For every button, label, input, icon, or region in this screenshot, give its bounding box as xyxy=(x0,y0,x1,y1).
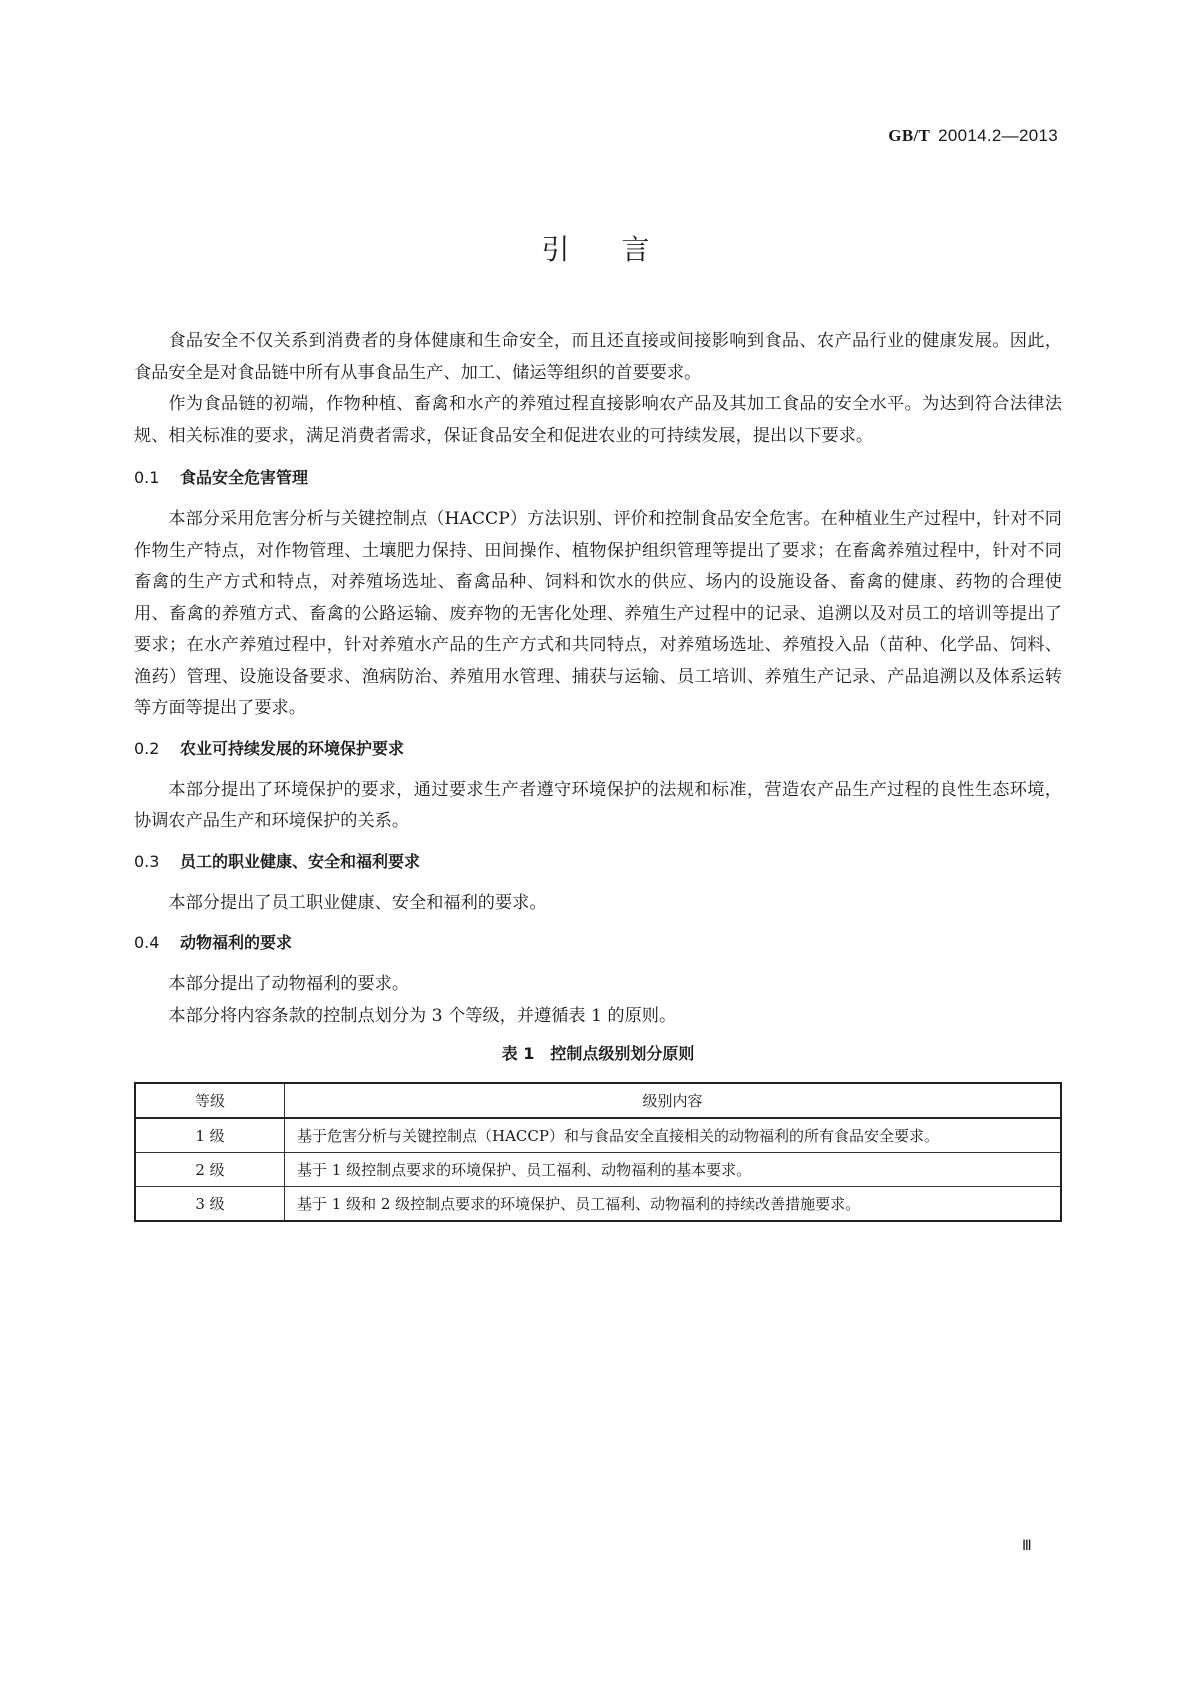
intro-paragraph: 食品安全不仅关系到消费者的身体健康和生命安全，而且还直接或间接影响到食品、农产品行业的健康发展。因此，食品安全是对食品链中所有从事食品生产、加工、储运等组织的首要要求。 xyxy=(134,331,1062,383)
section-paragraph: 本部分提出了动物福利的要求。 xyxy=(168,974,410,994)
level-cell: 3 级 xyxy=(135,1187,285,1222)
document-body xyxy=(134,326,1062,1222)
section-title: 食品安全危害管理 xyxy=(180,468,309,487)
level-cell: 1 级 xyxy=(135,1118,285,1153)
section-paragraph: 本部分采用危害分析与关键控制点（HACCP）方法识别、评价和控制食品安全危害。在种植业生产过程中，针对不同作物生产特点，对作物管理、土壤肥力保持、田间操作、植物保护组织管理等提出了要求；在畜禽养殖过程中，针对不同畜禽的生产方式和特点，对养殖场选址、畜禽品种、饲料和饮水的供应、场内的设施设备、畜禽的健康、药物的合理使用、畜禽的养殖方式、畜禽的公路运输、废弃物的无害化处理、养殖生产过程中的记录、追溯以及对员工的培训等提出了要求；在水产养殖过程中，针对养殖水产品的生产方式和共同特点，对养殖场选址、养殖投入品（苗种、化学品、饲料、渔药）管理、设施设备要求、渔病防治、养殖用水管理、捕获与运输、员工培训、养殖生产记录、产品追溯以及体系运转等方面等提出了要求。 xyxy=(134,509,1062,718)
column-header-level: 等级 xyxy=(135,1083,285,1118)
level-cell: 2 级 xyxy=(135,1153,285,1187)
standard-number xyxy=(888,126,1058,146)
standard-prefix: GB/T xyxy=(888,126,931,145)
section-heading-0-1 xyxy=(134,466,1062,490)
section-number: 0.1 xyxy=(134,468,160,487)
page-number: Ⅲ xyxy=(1022,1538,1032,1554)
section-paragraph: 本部分提出了环境保护的要求，通过要求生产者遵守环境保护的法规和标准，营造农产品生产过程的良性生态环境，协调农产品生产和环境保护的关系。 xyxy=(134,779,1062,831)
section-title: 员工的职业健康、安全和福利要求 xyxy=(180,851,421,871)
section-paragraph: 本部分提出了员工职业健康、安全和福利的要求。 xyxy=(168,892,547,913)
table-caption xyxy=(134,1042,1062,1066)
content-cell: 基于危害分析与关键控制点（HACCP）和与食品安全直接相关的动物福利的所有食品安全要求。 xyxy=(285,1118,1062,1153)
section-number: 0.4 xyxy=(134,933,160,952)
content-cell: 基于 1 级控制点要求的环境保护、员工福利、动物福利的基本要求。 xyxy=(285,1153,1062,1187)
page-title: 引言 xyxy=(541,233,702,266)
section-heading-0-4 xyxy=(134,931,1062,955)
column-header-content: 级别内容 xyxy=(285,1083,1062,1118)
content-cell: 基于 1 级和 2 级控制点要求的环境保护、员工福利、动物福利的持续改善措施要求。 xyxy=(285,1187,1062,1222)
section-paragraph: 本部分将内容条款的控制点划分为 3 个等级，并遵循表 1 的原则。 xyxy=(168,1005,677,1026)
control-level-table xyxy=(134,1082,1062,1222)
table-header-row xyxy=(135,1083,1061,1118)
table-number: 表 1 xyxy=(501,1044,535,1063)
table-title: 控制点级别划分原则 xyxy=(550,1044,695,1063)
intro-paragraph: 作为食品链的初端，作物种植、畜禽和水产的养殖过程直接影响农产品及其加工食品的安全水平。为达到符合法律法规、相关标准的要求，满足消费者需求，保证食品安全和促进农业的可持续发展，提出以下要求。 xyxy=(134,394,1062,446)
section-number: 0.2 xyxy=(134,738,160,758)
section-heading-0-3 xyxy=(134,850,1062,874)
standard-code: 20014.2—2013 xyxy=(938,126,1058,145)
section-title: 农业可持续发展的环境保护要求 xyxy=(180,738,405,758)
section-title: 动物福利的要求 xyxy=(180,933,293,952)
section-heading-0-2 xyxy=(134,737,1062,761)
section-number: 0.3 xyxy=(134,851,160,871)
table-row xyxy=(135,1118,1061,1153)
table-row xyxy=(135,1153,1061,1187)
table-row xyxy=(135,1187,1061,1222)
